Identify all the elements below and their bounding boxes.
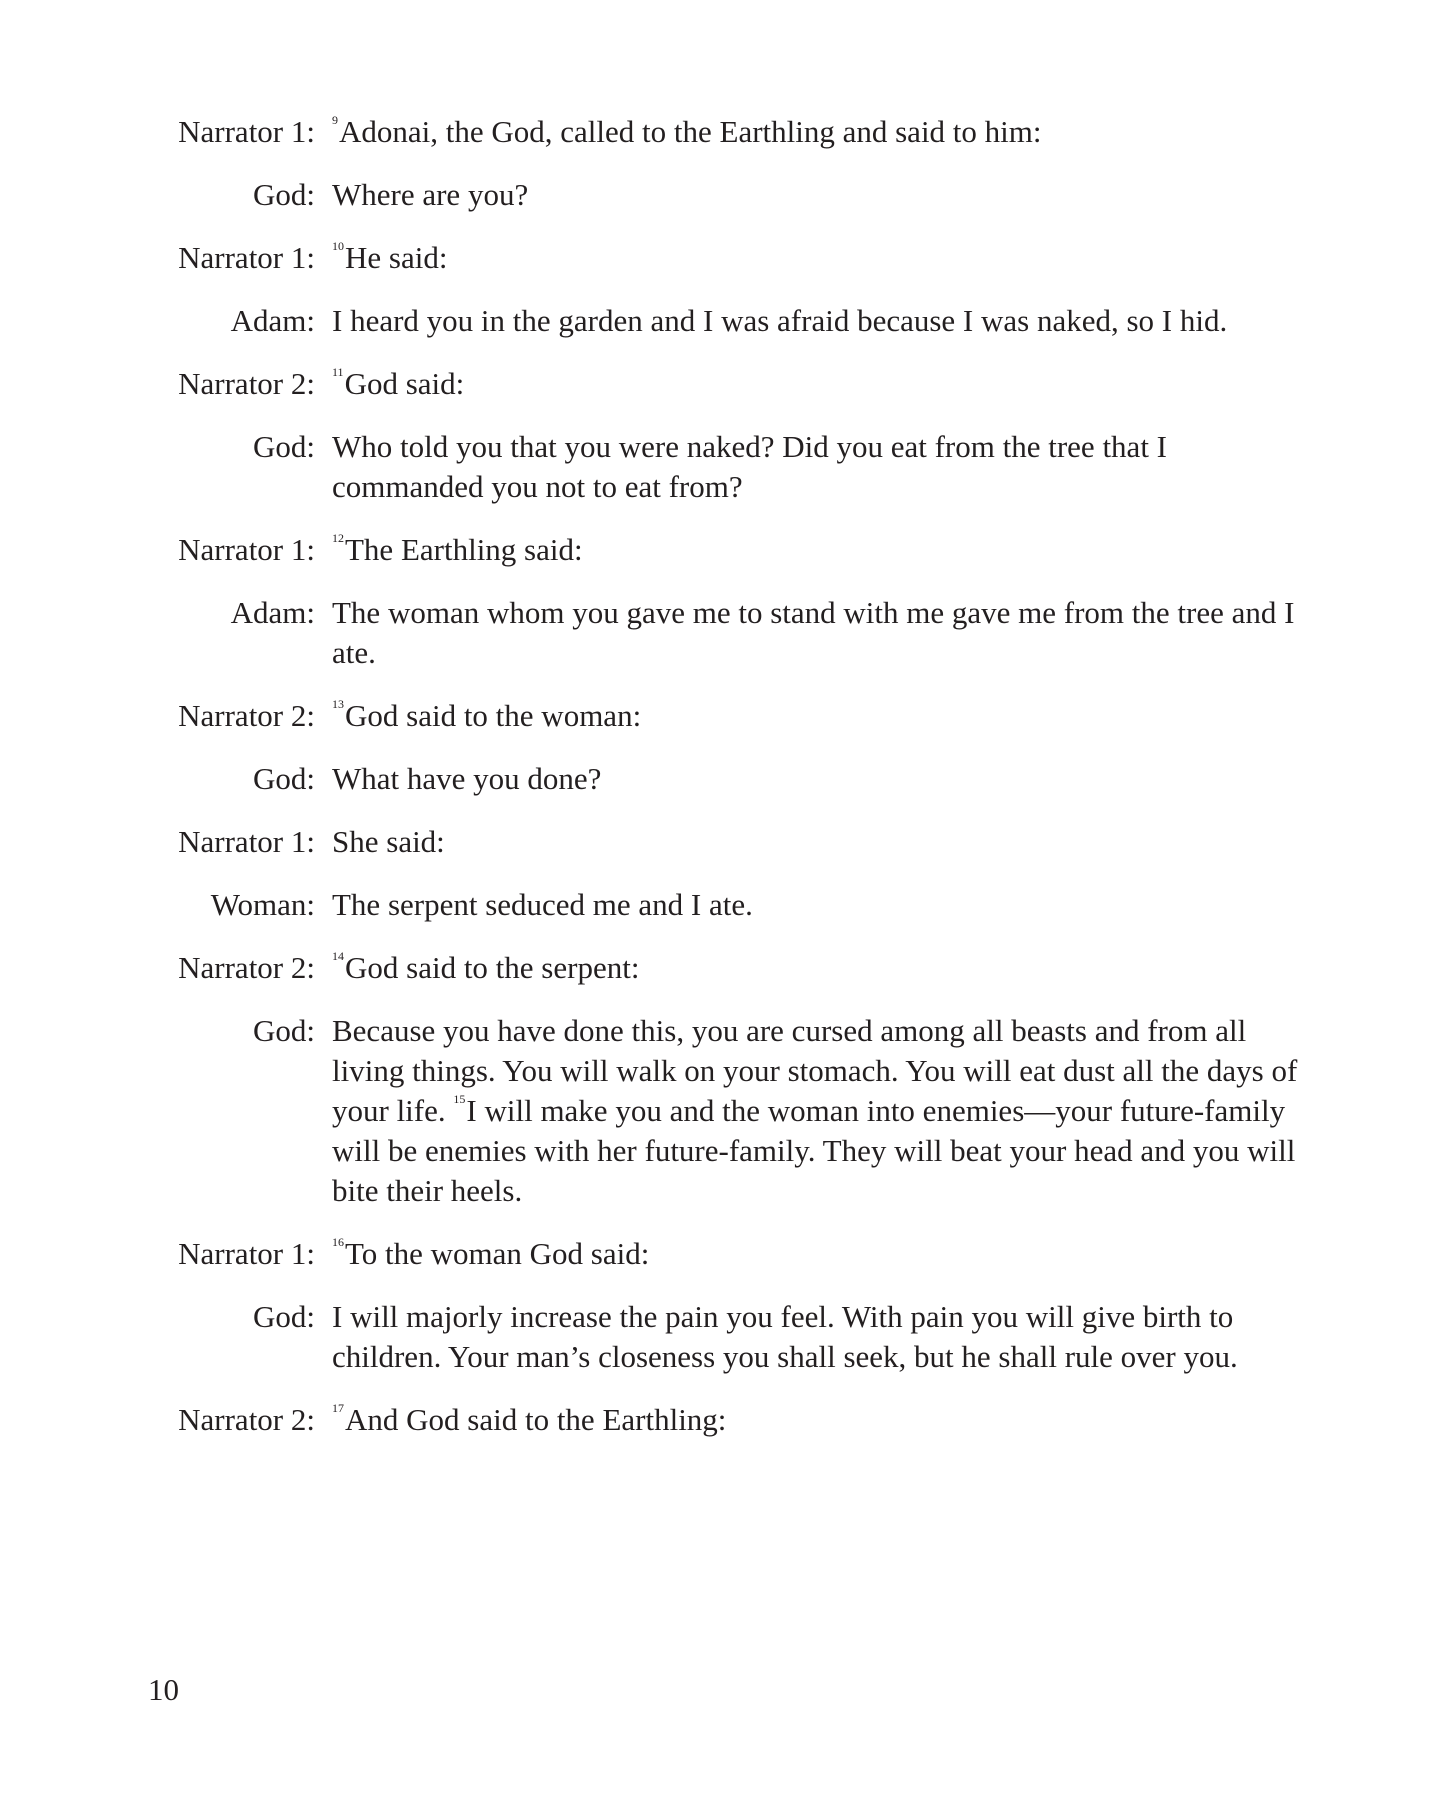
verse-number: 13 <box>332 697 344 711</box>
dialogue-text: What have you done? <box>332 761 602 796</box>
dialogue-text: I heard you in the garden and I was afraid because I was naked, so I hid. <box>332 303 1228 338</box>
script-line <box>0 301 1445 341</box>
speaker-label: Narrator 1: <box>178 824 315 859</box>
script-line <box>0 112 1445 152</box>
dialogue-text: $^{16}$To the woman God said: <box>332 1235 650 1271</box>
dialogue-text: I will majorly increase the pain you feel. With pain you will give birth to children. Your man’s closeness you shall seek, but he shall rule over you. <box>332 1299 1238 1374</box>
speaker-label: Woman: <box>210 887 315 922</box>
speaker-label: Narrator 1: <box>178 114 315 149</box>
speaker-label: Adam: <box>230 595 315 630</box>
dialogue-text: Because you have done this, you are cursed among all beasts and from all living things. You will walk on your stomach. You will eat dust all the days of your life. $^{15}$I will make you and the woman into enemies—your future-family will be enemies with her future-family. They will beat your head and you will bite their heels. <box>332 1013 1298 1208</box>
speaker-label: Narrator 1: <box>178 532 315 567</box>
script-line <box>0 427 1445 507</box>
dialogue-text: $^{12}$The Earthling said: <box>332 531 583 567</box>
speaker-label: God: <box>253 1299 315 1334</box>
verse-number: 17 <box>332 1401 344 1415</box>
dialogue-text: $^9$Adonai, the God, called to the Earthling and said to him: <box>332 113 1042 149</box>
dialogue-text: The woman whom you gave me to stand with me gave me from the tree and I ate. <box>332 595 1295 670</box>
speaker-label: God: <box>253 177 315 212</box>
script-line <box>0 175 1445 215</box>
script-line <box>0 822 1445 862</box>
speaker-label: God: <box>253 761 315 796</box>
script-line <box>0 759 1445 799</box>
page-number: 10 <box>148 1672 179 1707</box>
dialogue-text: $^{10}$He said: <box>332 239 448 275</box>
speaker-label: Narrator 2: <box>178 366 315 401</box>
script-line <box>0 696 1445 736</box>
script-body <box>0 112 1445 1463</box>
verse-number: 15 <box>453 1092 466 1106</box>
script-line <box>0 364 1445 404</box>
speaker-label: God: <box>253 1013 315 1048</box>
dialogue-text: The serpent seduced me and I ate. <box>332 887 753 922</box>
speaker-label: Adam: <box>230 303 315 338</box>
script-line <box>0 1234 1445 1274</box>
dialogue-text: Where are you? <box>332 177 529 212</box>
dialogue-text: Who told you that you were naked? Did you eat from the tree that I commanded you not to eat from? <box>332 429 1168 504</box>
script-line <box>0 593 1445 673</box>
verse-number: 14 <box>332 949 344 963</box>
script-line <box>0 1400 1445 1440</box>
speaker-label: Narrator 2: <box>178 950 315 985</box>
verse-number: 12 <box>332 531 344 545</box>
dialogue-text: $^{17}$And God said to the Earthling: <box>332 1401 727 1437</box>
dialogue-text: She said: <box>332 824 445 859</box>
verse-number: 11 <box>332 365 344 379</box>
script-line <box>0 1011 1445 1211</box>
dialogue-text: $^{11}$God said: <box>332 365 465 401</box>
dialogue-text: $^{13}$God said to the woman: <box>332 697 642 733</box>
verse-number: 9 <box>332 113 338 127</box>
verse-number: 10 <box>332 239 344 253</box>
script-line <box>0 530 1445 570</box>
speaker-label: Narrator 2: <box>178 1402 315 1437</box>
dialogue-text: $^{14}$God said to the serpent: <box>332 949 640 985</box>
speaker-label: Narrator 2: <box>178 698 315 733</box>
script-line <box>0 885 1445 925</box>
speaker-label: Narrator 1: <box>178 1236 315 1271</box>
speaker-label: Narrator 1: <box>178 240 315 275</box>
script-line <box>0 948 1445 988</box>
speaker-label: God: <box>253 429 315 464</box>
script-line <box>0 1297 1445 1377</box>
verse-number: 16 <box>332 1235 344 1249</box>
script-line <box>0 238 1445 278</box>
